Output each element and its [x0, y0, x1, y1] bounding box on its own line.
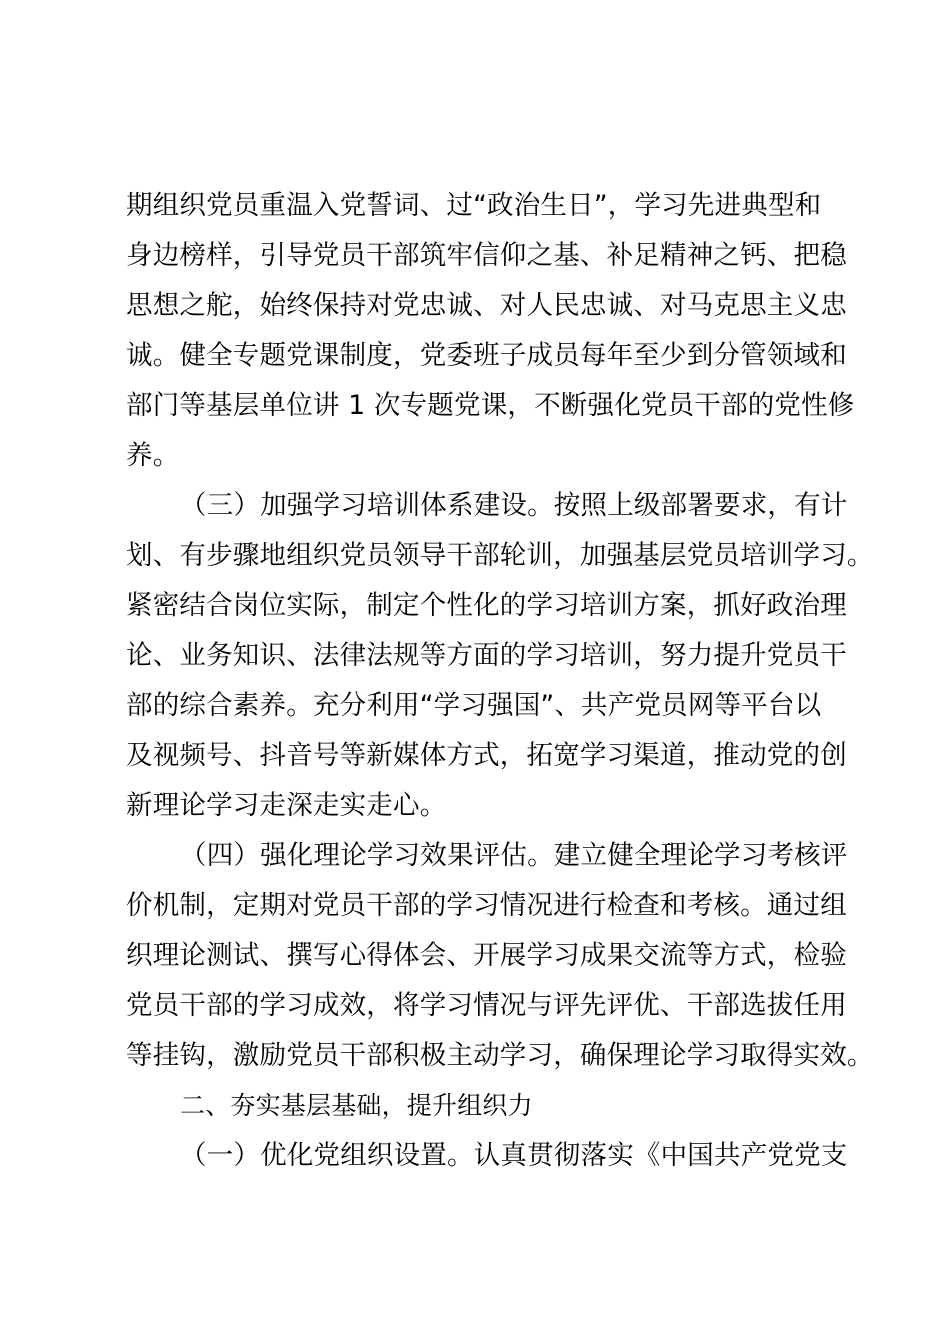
section-heading-4: （四）强化理论学习效果评估。建立健全理论学习考核评: [180, 840, 848, 871]
section-heading-3: （三）加强学习培训体系建设。按照上级部署要求，有计: [180, 490, 848, 521]
chapter-heading: 二、夯实基层基础，提升组织力: [180, 1091, 533, 1120]
text-line: 期组织党员重温入党誓词、过“政治生日”，学习先进典型和: [126, 190, 822, 221]
text-line: 及视频号、抖音号等新媒体方式，拓宽学习渠道，推动党的创: [126, 740, 847, 771]
text-line: 部的综合素养。充分利用“学习强国”、共产党员网等平台以: [126, 690, 822, 721]
text-line: 新理论学习走深走实走心。: [126, 790, 447, 821]
text-line: 划、有步骤地组织党员领导干部轮训，加强基层党员培训学习。: [126, 540, 874, 571]
text-line: 论、业务知识、法律法规等方面的学习培训，努力提升党员干: [126, 640, 847, 671]
text-line: 紧密结合岗位实际，制定个性化的学习培训方案，抓好政治理: [126, 590, 847, 621]
section-heading-1: （一）优化党组织设置。认真贯彻落实《中国共产党党支: [180, 1140, 848, 1171]
text-line: 等挂钩，激励党员干部积极主动学习，确保理论学习取得实效。: [126, 1040, 874, 1071]
text-line: 价机制，定期对党员干部的学习情况进行检查和考核。通过组: [126, 890, 847, 921]
text-line: 部门等基层单位讲 1 次专题党课，不断强化党员干部的党性修: [126, 390, 855, 421]
text-line: 思想之舵，始终保持对党忠诚、对人民忠诚、对马克思主义忠: [126, 290, 847, 321]
text-line: 诚。健全专题党课制度，党委班子成员每年至少到分管领域和: [126, 340, 847, 371]
text-line: 党员干部的学习成效，将学习情况与评先评优、干部选拔任用: [126, 990, 847, 1021]
text-line: 养。: [126, 440, 180, 471]
text-line: 身边榜样，引导党员干部筑牢信仰之基、补足精神之钙、把稳: [126, 240, 847, 271]
text-line: 织理论测试、撰写心得体会、开展学习成果交流等方式，检验: [126, 940, 847, 971]
